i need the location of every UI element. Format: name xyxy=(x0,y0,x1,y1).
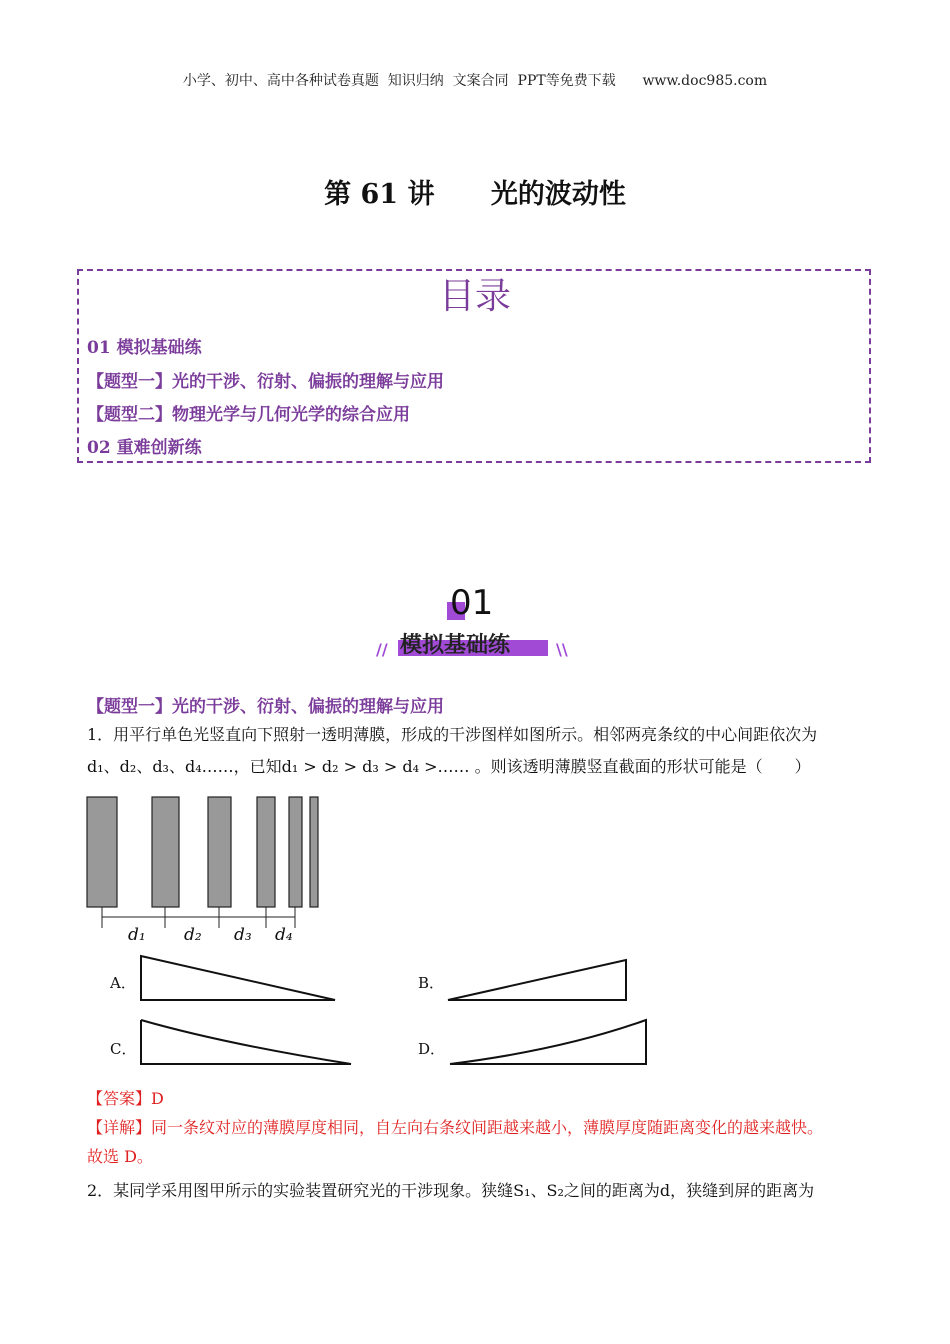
fringe-3 xyxy=(208,797,231,907)
fringe-2 xyxy=(152,797,179,907)
label-d3: d₃ xyxy=(234,925,252,945)
left-slash-decoration: // xyxy=(376,640,388,659)
fringe-6 xyxy=(310,797,318,907)
option-d-shape[interactable] xyxy=(442,1014,654,1070)
toc-item-2[interactable]: 【题型一】光的干涉、衍射、偏振的理解与应用 xyxy=(87,372,444,392)
page-title: 第 61 讲 光的波动性 xyxy=(324,179,626,210)
page-header: 小学、初中、高中各种试卷真题 知识归纳 文案合同 PPT等免费下载 www.doc985.com xyxy=(182,73,768,89)
label-d2: d₂ xyxy=(184,925,202,945)
q1-stem-line1: 1．用平行单色光竖直向下照射一透明薄膜，形成的干涉图样如图所示。相邻两亮条纹的中心间距依次为 xyxy=(87,725,818,744)
option-d-label[interactable]: D． xyxy=(418,1040,446,1058)
option-c-shape[interactable] xyxy=(135,1014,357,1070)
section-number: 01 xyxy=(450,583,494,623)
fringe-1 xyxy=(87,797,117,907)
option-b-shape[interactable] xyxy=(442,952,634,1004)
toc-title: 目录 xyxy=(438,276,511,317)
section-name: 模拟基础练 xyxy=(400,633,511,658)
q1-stem-line2: d₁、d₂、d₃、d₄……，已知d₁ > d₂ > d₃ > d₄ >…… 。则该透明薄膜竖直截面的形状可能是（ ） xyxy=(87,757,811,776)
toc-item-3[interactable]: 【题型二】物理光学与几何光学的综合应用 xyxy=(87,405,410,425)
label-d4: d₄ xyxy=(275,925,293,945)
q1-answer: 【答案】D xyxy=(87,1089,164,1108)
option-b-label[interactable]: B． xyxy=(418,974,445,992)
toc-item-4[interactable]: 02 重难创新练 xyxy=(87,438,202,458)
fringe-5 xyxy=(289,797,302,907)
label-d1: d₁ xyxy=(128,925,146,945)
question-type-heading: 【题型一】光的干涉、衍射、偏振的理解与应用 xyxy=(87,697,444,717)
option-c-label[interactable]: C． xyxy=(110,1040,137,1058)
q1-detail-line1: 【详解】同一条纹对应的薄膜厚度相同，自左向右条纹间距越来越小，薄膜厚度随距离变化的越来越快。 xyxy=(87,1118,824,1137)
option-a-label[interactable]: A． xyxy=(110,974,136,992)
fringe-4 xyxy=(257,797,275,907)
q2-stem-line1: 2．某同学采用图甲所示的实验装置研究光的干涉现象。狭缝S₁、S₂之间的距离为d，狭缝到屏的距离为 xyxy=(87,1181,815,1200)
q1-detail-line2: 故选 D。 xyxy=(87,1147,153,1166)
right-slash-decoration: \\ xyxy=(556,640,568,659)
option-a-shape[interactable] xyxy=(135,952,345,1004)
interference-fringe-figure xyxy=(80,790,340,950)
toc-item-1[interactable]: 01 模拟基础练 xyxy=(87,338,202,358)
